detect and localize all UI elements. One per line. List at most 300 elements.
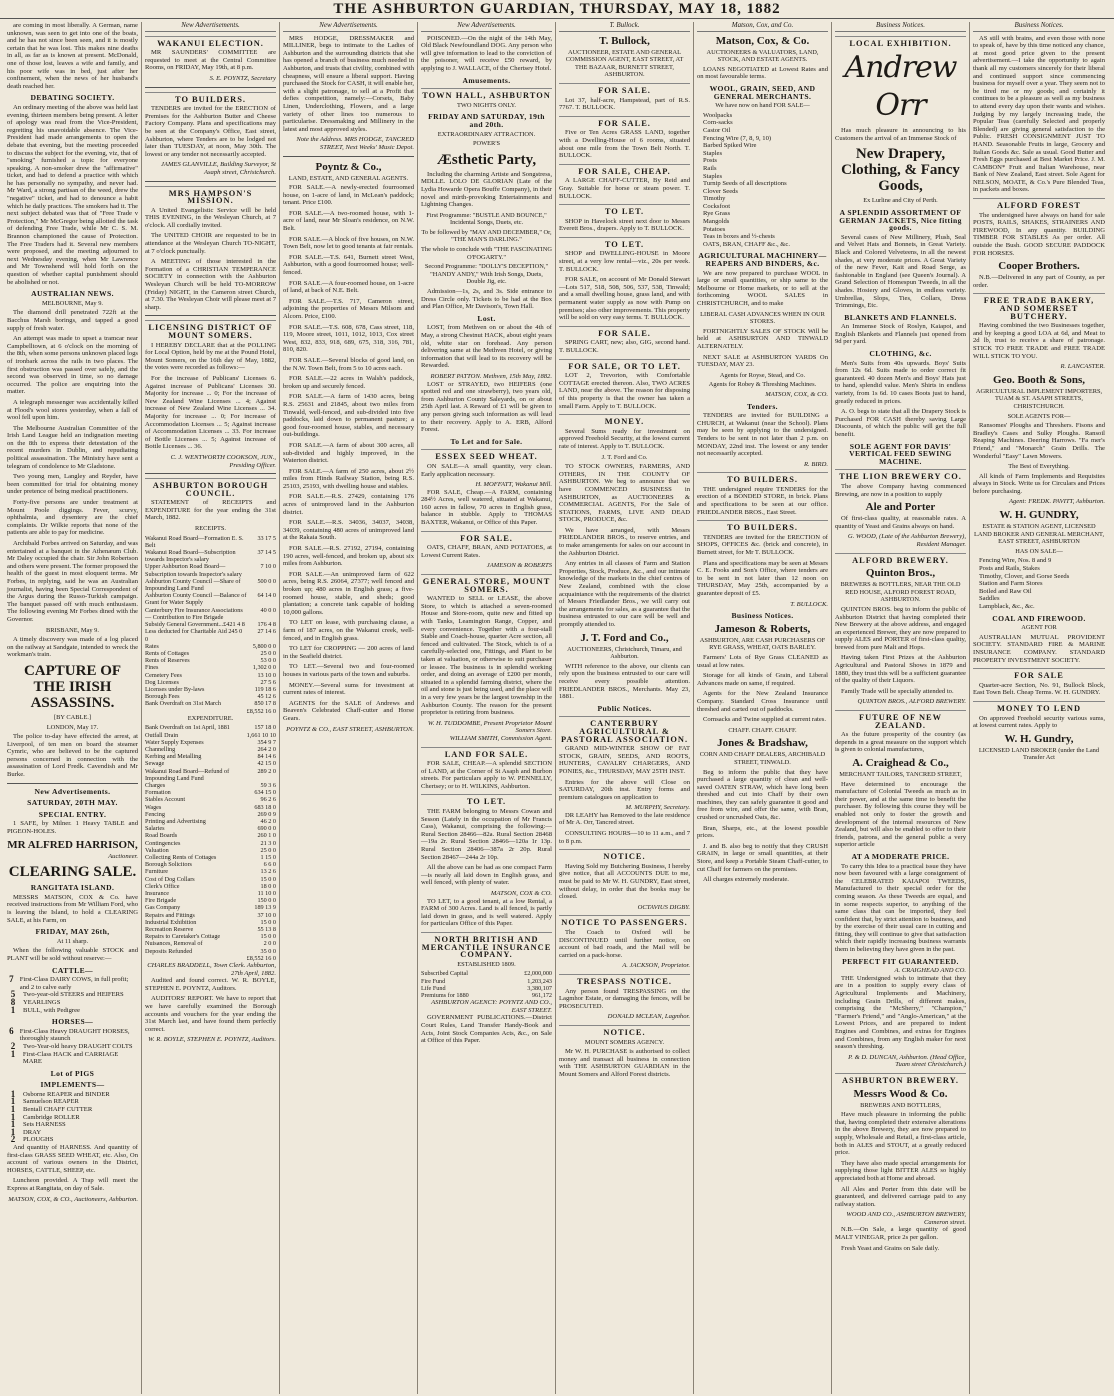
section-heading: AT A MODERATE PRICE. [851, 851, 950, 861]
paragraph: They have also made special arrangements for supplying those light BITTER ALES so highly appreciated both at Home and abroad. [835, 1159, 966, 1182]
subheading: AUCTIONEER, ESTATE AND GENERAL COMMISSION AGENT, EAST STREET, AT THE BAZAAR, BURNETT STREET, ASHBURTON. [565, 48, 684, 79]
paragraph: TENDERS are invited for the ERECTION of SHOPS, OFFICES &c. (brick and concrete), in Burnett street, for Mr T. BULLOCK. [697, 533, 828, 557]
paragraph: A. O. begs to state that all the Drapery Stock is Purchased FOR CASH thereby saving Large Discounts, of which the public will get the full benefit. [835, 408, 966, 438]
list-item: Fencing Wire (7, 8, 9, 10) [703, 134, 772, 142]
paragraph: FOR SALE.—A newly-erected fourroomed house, on 1-acre of land, in McLean's paddock; tenant. Price £100. [283, 184, 414, 207]
paragraph: LOST, from Methven on or about the 4th of May, a strong Chestnut HACK, about eight years old, white star on forehead. Any person delivering same at the Methven Hotel, or giving information that will lead to its recovery will be Rewarded. [421, 324, 552, 370]
signature-logo: Andrew Orr [844, 50, 957, 124]
lot-count: 1 [10, 1004, 16, 1015]
signature-line: S. E. POYNTZ, Secretary [209, 74, 276, 82]
firm-name: J. T. Ford and Co., [580, 631, 669, 644]
section-heading: WOOL, GRAIN, SEED, AND GENERAL MERCHANTS. [709, 83, 816, 101]
account-amount: 150 0 0 [257, 897, 276, 905]
paragraph: QUINTON BROS. beg to inform the public of Ashburton District that having completed their New Brewery at the above address, and engaged an experienced Brewer, they are now prepared to supply ALES and PORTER of first-class quality, brewed from pure Malt and Hops. [835, 605, 966, 651]
table-row [145, 876, 276, 883]
lot-item [7, 996, 138, 1007]
column-5 [556, 22, 694, 1394]
paragraph: Forty-five persons are under treatment at Mount Poole diggings. Fever, scurvy, ophthalmia, and dysentery are the chief complaints. Dr Wilkie reports that none of the patients are able to pay for medicine. [7, 499, 138, 537]
table-row [145, 861, 276, 868]
subheading: HAS ON SALE— [1015, 547, 1063, 555]
section-heading: DEBATING SOCIETY. [30, 93, 115, 103]
list-item: Timothy, Clover, and Gorse Seeds [979, 572, 1070, 580]
advert-title: TRESPASS NOTICE. [559, 974, 690, 986]
account-item: Road Boards [145, 832, 178, 840]
advert-title: GENERAL STORE, MOUNT SOMERS. [421, 574, 552, 593]
lot-count: 7 [9, 974, 14, 985]
table-row [145, 768, 276, 782]
section-heading: Amusements. [462, 75, 511, 85]
paragraph: FOR SALE.—T.S. 717, Cameron street, adjoining the properties of Messrs Milsom and Alcorn. Price, £100. [283, 297, 414, 320]
subheading: AUCTIONEERS & VALUATORS, LAND, STOCK, AND ESTATE AGENTS. [706, 48, 819, 64]
paragraph: TO STOCK OWNERS, FARMERS, AND OTHERS, IN THE COUNTY OF ASHBURTON. We beg to announce that we have COMMENCED BUSINESS in ASHBURTON, as AUCTIONEERS & COMMERCIAL AGENTS, For the Sale of STATIONS, FARMS, LIVE AND DEAD STOCK, PRODUCE, &c. [559, 463, 690, 524]
table-row [145, 760, 276, 767]
table-row [145, 796, 276, 803]
account-item: Stables Account [145, 796, 186, 804]
account-amount: 157 18 0 [254, 724, 276, 732]
paragraph: WITH reference to the above, our clients can rely upon the business entrusted to our care will receive every possible attention. FRIEDLANDER BROS., Merchants. May 23, 1881. [559, 662, 690, 701]
signature-line: R. LANCASTER. [1060, 363, 1105, 371]
column-heading: Business Notices. [835, 22, 966, 32]
table-row [421, 992, 552, 999]
paragraph: TO LET for CROPPING — 200 acres of land in the Seafield district. [283, 645, 414, 660]
table-row [145, 657, 276, 664]
list-item: Turnip Seeds of all descriptions [703, 180, 787, 188]
account-amount: 1,203,243 [527, 977, 552, 985]
lot-item [7, 1048, 138, 1066]
signature-line: MATSON, COX, & CO. [765, 390, 828, 398]
table-row [145, 643, 276, 650]
account-amount: 264 2 0 [257, 745, 276, 753]
paragraph: We are now prepared to purchase WOOL in large or small quantities, or ship same to the Melbourne or Home markets, or to sell at the forthcoming WOOL SALES in CHRISTCHURCH, and to make [697, 269, 828, 307]
table-row [145, 933, 276, 940]
paragraph: For the increase of Publicans' Licenses 6. Against increase of Publicans' Licenses 30. Majority for increase ... 0; For the increase of New Zealand Wine Licenses ... 4; Against increase of New Zealand Wine Licenses ... 34. Majority for increase ... 0; For increase of Accommodation Licenses ... 5; Against increase of Accommodation Licenses ... 33. For increase of Bottle Licenses ... 5; Against increase of Bottle Licenses ... 36. [145, 374, 276, 451]
advert-title: FOR SALE. [559, 116, 690, 128]
paragraph: Having Sold my Butchering Business, I hereby give notice, that all ACCOUNTS DUE to me, must be paid to Mr W. H. GUNDRY, East street, without delay, in order that the books may be closed. [559, 862, 690, 901]
paragraph: Any entries in all classes of Farm and Station Properties, Stock, Produce, &c., and our intimate knowledge of the markets in the chief centres of New Zealand, combined with the close acquaintance with the requirements of the district of Messrs Friedlander Bros., we will carry out the arrangements for sales, as a guarantee that the business entrusted to our care will be well and promptly attended to. [559, 560, 690, 628]
column-heading: Business Notices. [973, 22, 1105, 32]
account-amount: 64 14 0 [257, 592, 276, 600]
paragraph: FOR SALE.—An unimproved farm of 622 acres, being R.S. 26064, 27377; well fenced and broken up; 480 acres in English grass; a five-roomed house, stable, and sheds; good plantation; a concrete tank capable of holding 10,000 gallons. [283, 570, 414, 616]
paragraph: FOR SALE, CHEAP.—A splendid SECTION of LAND, at the Corner of St Asaph and Burbon streets. For particulars apply to W. PENNELLY, Chertsey; or to H. WILKINS, Ashburton. [421, 760, 552, 790]
account-amount: 25 0 0 [260, 649, 276, 657]
list-item: Timothy [703, 195, 726, 203]
paragraph: FOR SALE.—A farm of 1430 acres, being R.S. 25631 and 21845, about two miles from Tinwald, well-fenced, and sub-divided into five paddocks, laid down to permanent pasture; a good four-roomed house, stables, and necessary out-buildings. [283, 393, 414, 439]
account-amount: 690 0 0 [257, 825, 276, 833]
paragraph: Have much pleasure in informing the public that, having completed their extensive alterations in the above Brewery, they are now prepared to supply, Wholesale and Retail, a first-class article, both in ALES and STOUT, at a greatly reduced price. [835, 1111, 966, 1157]
section-heading: Business Notices. [731, 611, 794, 621]
section-heading: To Let and for Sale. [450, 436, 523, 446]
signature-line: A. JACKSON, Proprietor. [622, 962, 690, 970]
account-amount: 42 15 0 [257, 760, 276, 768]
lot-item [7, 1004, 138, 1015]
paragraph: An ordinary meeting of the above was held last evening, thirteen members being present. A letter of apology was read from the Vice-President, regretting his unavoidable absence. The Vice-President had made arrangements to open the debate that evening, but the meeting proceeded to discuss the subject for the evening, viz, that of "smoking" furnished a topic for everyone speaking. A non-smoker drew the "affirmative" ticket, and had to defend a practice with which he has personally no sympathy, and never had. Mr Ward, a strong partisan of the weed, drew the "negative" ticket, and had to denounce a habit which he daily practices. The smokers had it. The next subject debated was that of "Free Trade v Protection," Mr McGregor being allotted the task of defending Free Trade, while Mr C. S. M. Brannon championed the cause of Protection. The Free Traders had it. Several new members were proposed, and the meeting adjourned to next Wednesday evening, when Mr Lawrence and Mr Townshend will hold forth on the question of whether capital punishment should be abolished or not. [7, 103, 138, 286]
paragraph: Entries for the above will Close on SATURDAY, 20th inst. Entry forms and premium catalogues on application to [559, 778, 690, 801]
paragraph: Of first-class quality, at reasonable rates. A quantity of Yeast and Grains always on hand. [835, 515, 966, 530]
signature-line: ASHBURTON AGENCY: POYNTZ AND CO., EAST STREET. [431, 999, 552, 1014]
signature-line: JAMESON & ROBERTS [486, 562, 552, 570]
list-item: Saddles [979, 595, 1000, 603]
list-item: Potatoes [703, 225, 726, 233]
signature-line: G. WOOD, (Late of the Ashburton Brewery), Resident Manager. [847, 533, 966, 548]
list-item: Fencing Wire, Nos. 8 and 9 [979, 557, 1052, 565]
advert-title: NOTICE. [559, 1025, 690, 1037]
lot-description: YEARLINGS [23, 998, 61, 1006]
paragraph: A telegraph messenger was accidentally killed at Flood's wool stores yesterday, when a fall of wool fell upon him. [7, 398, 138, 422]
lot-description: First-Class Heavy DRAUGHT HORSES, thoroughly staunch [19, 1027, 130, 1043]
paragraph: TO LET.—Several two and four-roomed houses in various parts of the town and suburbs. [283, 663, 414, 678]
advert-title: FOR SALE. [421, 531, 552, 543]
account-item: Less deducted for Charitable Aid 245 0 0 [145, 628, 243, 643]
subheading: TWO NIGHTS ONLY. [456, 101, 517, 109]
lot-count: 6 [9, 1025, 14, 1036]
account-amount: 7 10 0 [260, 563, 276, 571]
account-item: Kerbing and Metalling [145, 753, 202, 761]
paragraph: ON SALE—A small quantity, very clean. Early application necessary. [421, 462, 552, 478]
table-row [145, 789, 276, 796]
table-row [145, 919, 276, 926]
firm-name: Jones & Bradshaw, [717, 737, 808, 750]
paragraph: All Ales and Porter from this date will be guaranteed, and delivered carriage paid to any railway station. [835, 1185, 966, 1208]
account-amount: 45 12 6 [257, 693, 276, 701]
account-item: Deposits Refunded [145, 947, 193, 955]
item-list [697, 112, 828, 249]
account-item: Channelling [145, 745, 176, 753]
account-item: Printing and Advertising [145, 817, 206, 825]
column-2 [142, 22, 280, 1394]
paragraph: When the following valuable STOCK and PLANT will be sold without reserve:— [7, 947, 138, 962]
subheading: EXPENDITURE. [187, 714, 234, 722]
account-amount: 27 5 6 [260, 678, 276, 686]
columns-container [4, 22, 1110, 1394]
paragraph: Any person found TRESPASSING on the Lagmhor Estate, or damaging the fences, will be PROSECUTED. [559, 987, 690, 1010]
paragraph: Ransomes' Ploughs and Threshers. Fisons and Bradley's Cases and Sulky Ploughs. Ransoil Reaping Machines. Deering Harrows. "Fa mer's Friend," and "Monarch" Grain Drills. The Wonderful "Easy" Lawn Mowers. [973, 422, 1105, 460]
account-item: Clerk's Office [145, 882, 180, 890]
paragraph: TO LET on lease, with purchasing clause, a farm of 187 acres, on the Wakanui creek, well-fenced, and in English grass. [283, 619, 414, 642]
advert-title: THE LION BREWERY CO. [835, 469, 966, 481]
account-amount: 33 17 5 [257, 534, 276, 542]
lot-item [7, 1111, 138, 1122]
account-item: Borough Fees [145, 693, 180, 701]
lot-count: 8 [10, 996, 16, 1007]
lot-item [7, 991, 138, 999]
paragraph: Farmers' Lots of Rye Grass CLEANED as usual at low rates. [697, 653, 828, 669]
paragraph: FOR SALE.—Several blocks of good land, on the N.W. Town Belt, from 5 to 10 acres each. [283, 356, 414, 372]
paragraph: Storage for all kinds of Grain, and Liberal Advances made on same, if required. [697, 672, 828, 687]
section-heading: A SPLENDID ASSORTMENT OF GERMAN JACKETS, Nice fitting goods. [839, 207, 962, 233]
column-heading: T. Bullock. [559, 22, 690, 32]
lot-count: 1 [10, 1119, 16, 1130]
paragraph: OATS, CHAFF, BRAN, AND POTATOES, at Lowest Current Rates. [421, 544, 552, 559]
advert-title: ESSEX SEED WHEAT. [421, 449, 552, 461]
table-row [145, 679, 276, 686]
account-amount: 37 14 5 [257, 549, 276, 557]
advert-title: ASHBURTON BOROUGH COUNCIL. [145, 478, 276, 497]
advert-title: MONEY. [559, 414, 690, 426]
advert-title: NOTICE. [559, 849, 690, 861]
subheading: BREWERS AND BOTTLERS, [860, 1101, 941, 1109]
account-item: Gas Company [145, 904, 181, 912]
signature-line: POYNTZ & CO., EAST STREET, ASHBURTON. [286, 725, 414, 733]
account-item: Outfall Drain [145, 731, 179, 739]
account-item: Fire Brigade [145, 897, 177, 905]
section-heading: SOLE AGENT FOR DAVIS' VERTICAL FEED SEWING MACHINE. [849, 441, 952, 466]
signature-line: JAMES GLANVILLE, Building Surveyor, St Asaph street, Christchurch. [160, 161, 276, 176]
paragraph: TENDERS are invited for the ERECTION of Premises for the Ashburton Butter and Cheese Factory Company. Plans and specifications may be seen at the Company's Office, East street, Ashburton, where Tenders are to be lodged not later than TUESDAY, at noon, May 30th. The lowest or any tender not necessarily accepted. [145, 105, 276, 158]
firm-heading: Cooper Brothers. [998, 260, 1080, 273]
firm-name: W. H. GUNDRY, [999, 509, 1079, 522]
section-heading: HORSES— [51, 1017, 94, 1027]
lot-item [7, 1121, 138, 1129]
section-heading: AUSTRALIAN NEWS. [31, 289, 114, 299]
account-amount: 1,302 0 0 [252, 664, 276, 672]
subheading: We have now on hand FOR SALE— [715, 102, 810, 110]
paragraph: FOR SALE.—R.S. 34036, 34037, 34038, 34039, containing 480 acres of unimproved land at the Rakaia South. [283, 519, 414, 542]
firm-name: Poyntz & Co., [315, 160, 382, 173]
firm-name: Messrs Wood & Co. [853, 1087, 948, 1100]
subheading: RECEIPTS. [194, 525, 227, 533]
paragraph: All kinds of Farm Implements and Requisites always in Stock. Write us for Circulars and Prices before purchasing. [973, 472, 1105, 495]
subheading: ASHBURTON, ARE CASH PURCHASERS OF RYE GRASS, WHEAT, OATS BARLEY. [699, 636, 826, 652]
account-item: Borough Solicitors [145, 861, 192, 869]
firm-heading: MR ALFRED HARRISON, [7, 838, 138, 851]
table-row [421, 978, 552, 985]
signature-line: W. R. BOYLE, STEPHEN E. POYNTZ, Auditors. [148, 1036, 276, 1044]
account-item: Licenses under By-laws [145, 685, 205, 693]
lot-item [7, 1098, 138, 1106]
paragraph: FOR SALE.—A two-roomed house, with 1-acre of land, near Mr Sloan's residence, on N.W. Belt. [283, 209, 414, 233]
section-heading: SATURDAY, 20TH MAY. [27, 798, 118, 808]
table-row [145, 840, 276, 847]
list-item: Lampblack, &c., &c. [979, 603, 1035, 610]
section-heading: RANGITATA ISLAND. [30, 883, 115, 893]
accounts-table [145, 535, 276, 715]
paragraph: FOR SALE.—A four-roomed house, on 1-acre of land, at back of N.E. Belt. [283, 279, 414, 295]
subheading: CHAFF. CHAFF. CHAFF. [728, 726, 797, 734]
paragraph: Several Sums ready for investment on approved Freehold Security, at the lowest current rate of interest. Apply to T. BULLOCK. [559, 427, 690, 450]
subheading: AUCTIONEERS, Christchurch, Timaru, and Ashburton. [567, 645, 682, 661]
list-item: Staples [703, 149, 723, 157]
account-item: Rents of Reserves [145, 657, 190, 665]
table-row [145, 753, 276, 760]
signature-line: WILLIAM SMITH, Commission Agent. [449, 734, 552, 742]
account-item: Insurance [145, 890, 170, 897]
list-item: Barbed Spiked Wire [703, 142, 757, 150]
lot-item [7, 1040, 138, 1051]
account-amount: 25 0 0 [260, 846, 276, 854]
account-item: Valuation [145, 846, 169, 854]
list-item: Posts and Rails, Stakes [979, 565, 1040, 573]
paragraph: Bran, Sharps, etc., at the lowest possible prices. [697, 824, 828, 840]
account-item: Life Fund [421, 984, 446, 992]
section-heading: New Advertisements. [34, 786, 111, 796]
table-row [145, 739, 276, 746]
paragraph: The UNITED CHOIR are requested to be in attendance at the Wesleyan Church TO-NIGHT, at 7 o'clock punctually. [145, 232, 276, 255]
account-item: Collecting Rents of Cottages [145, 853, 217, 861]
paragraph: N.B.—Delivered in any part of County, as per order. [973, 274, 1105, 289]
account-amount: 260 1 0 [257, 832, 276, 840]
signature-line: MATSON, COX & CO. [490, 890, 552, 897]
headline: CLEARING SALE. [8, 864, 137, 881]
list-item: Boiled and Raw Oil [979, 587, 1032, 595]
advert-title: FOR SALE. [559, 326, 690, 338]
table-row [145, 607, 276, 621]
subheading: MELBOURNE, May 9. [41, 299, 104, 307]
subheading: LAND, ESTATE, AND GENERAL AGENTS. [288, 174, 409, 182]
paragraph: FOR SALE.—A block of five houses, on N.W. Town Belt, now let to good tenants at fair rentals. [283, 235, 414, 251]
subheading: Agents for Royse, Stead, and Co. [719, 371, 806, 379]
list-item: Teas in boxes and ½-chests [703, 233, 775, 241]
headline: CAPTURE OF THE IRISH ASSASSINS. [23, 662, 122, 711]
firm-heading: Ale and Porter [865, 501, 936, 514]
accounts-table [145, 724, 276, 962]
account-item: Ashburton County Council —Share of Impounding Land Fund [145, 577, 241, 593]
signature-line: P. & D. DUNCAN, Ashburton. (Head Office, Tuam street Christchurch.) [848, 1053, 966, 1069]
paragraph: A MEETING of those interested in the Formation of a CHRISTIAN TEMPERANCE SOCIETY in connection with the Ashburton Wesleyan Church will be held TO-MORROW (Friday) NIGHT, in the Cameron street Church, at 7.30. The Wesleyan Choir will please meet at 7 sharp. [145, 258, 276, 311]
lot-count: 1 [10, 1048, 16, 1059]
paragraph: Lot 37, half-acre, Hampstead, part of R.S. 7767. T. BULLOCK. [559, 96, 690, 112]
column-4 [418, 22, 556, 1394]
paragraph: Beg to inform the public that they have purchased a large quantity of clean and well-saved OATEN STRAW, which have long been threshed and cut into Chaff by their own machines, they can safely guarantee it good and free from wire, and offer the same, with Bran, crushed or uncrushed Oats, &c. [697, 768, 828, 822]
advert-title: TO BUILDERS. [697, 472, 828, 484]
firm-name: Jameson & Roberts, [714, 622, 811, 635]
lot-description: BULL, with Pedigree [23, 1006, 80, 1014]
section-heading: FRIDAY AND SATURDAY, 19th and 20th. [428, 112, 545, 129]
list-item: OATS, BRAN, CHAFF &c., &c. [703, 240, 791, 248]
account-item: Sewage [145, 760, 165, 768]
signature-line: DONALD MCLEAN, Lagmhor. [607, 1013, 690, 1021]
table-row [145, 948, 276, 955]
paragraph: NEXT SALE at ASHBURTON YARDS On TUESDAY, MAY 23. [697, 353, 828, 369]
account-item [145, 708, 247, 715]
section-heading: Lost. [477, 313, 496, 323]
subheading: SOLE AGENTS FOR— [1007, 412, 1071, 420]
table-row [145, 549, 276, 563]
table-row [145, 854, 276, 861]
paragraph: Mr W. H. PURCHASE is authorised to collect money and transact all business in connection with THE ASHBURTON GUARDIAN in the Mount Somers and Alford Forest districts. [559, 1048, 690, 1078]
account-amount: 189 13 9 [254, 904, 276, 912]
account-amount: 500 0 0 [257, 577, 276, 585]
lot-count: 1 [10, 1104, 16, 1115]
table-row [145, 897, 276, 904]
column-heading: New Advertisements. [145, 22, 276, 32]
table-row [145, 700, 276, 707]
paragraph: THE FARM belonging to Messrs Cowan and Sesson (Lately in the occupation of Mr Francis Cass), Wakanui, comprising the following:— Rural Section 28466—82a. Rural Section 28468—19a 2r. Rural Section 28466—120a 1r 13p. Rural Section 28406—387a 2r 20p. Rural Section 28467—244a 2r 10p. [421, 808, 552, 861]
signature-line: T. BULLOCK. [790, 600, 828, 608]
advert-title: WAKANUI ELECTION. [145, 36, 276, 48]
advert-title: ALFORD FOREST [973, 198, 1105, 210]
account-item: Bank Overdraft on 31st March [145, 700, 221, 708]
subheading: Ex Lurline and City of Perth. [863, 197, 938, 205]
paragraph: FOR SALE.—A farm of 250 acres, about 2½ miles from Hinds Railway Station, being R.S. 25103, 25193, with dwelling house and stables. [283, 467, 414, 490]
account-amount: 1,661 10 10 [246, 731, 276, 739]
section-heading: Lot of PIGS [50, 1068, 95, 1078]
account-item: Subscribed Capital [421, 970, 468, 978]
lot-count: 1 [10, 1126, 16, 1137]
subheading: BRISBANE, May 9. [46, 626, 99, 634]
paragraph: All the above can be had as one compact Farm—is nearly all laid down in English grass, and well fenced, with plenty of water. [421, 864, 552, 887]
paragraph: STATEMENT of RECEIPTS and EXPENDITURE for the year ending the 31st March, 1882. [145, 499, 276, 522]
paragraph: The police to-day have effected the arrest, at Liverpool, of ten men on board the steamer Cymric, who are believed to be the captured persons concerned in connection with the assassination of Lord Fredk. Cavendish and Mr Burke. [7, 733, 138, 779]
paragraph: Having taken First Prizes at the Ashburton Agricultural and Pastoral Shows in 1879 and 1880, they trust this will be a sufficient guarantee of the quality of their Liquors. [835, 654, 966, 685]
advert-title: TO BUILDERS. [145, 92, 276, 104]
subheading: ESTABLISHED 1809. [457, 960, 516, 968]
advert-title: ALFORD BREWERY. [835, 553, 966, 565]
lot-item [7, 1106, 138, 1114]
account-amount: 5,800 0 0 [252, 642, 276, 650]
subheading: LICENSED LAND BROKER (under the Land Transfer Act [978, 746, 1100, 762]
paragraph: Admission—1s, 2s, and 3s. Side entrance to Dress Circle only. Tickets to be had at the Box and Plan Office, Mr Davison's, Town Hall. [421, 288, 552, 311]
advert-title: FREE TRADE BAKERY, AND SOMERSET BUTCHERY. [973, 293, 1105, 320]
subheading: ESTATE & STATION AGENT, LICENSED LAND BROKER AND GENERAL MERCHANT, EAST STREET, ASHBURTON [973, 523, 1105, 546]
lot-count: 2 [10, 1040, 16, 1051]
table-row [145, 926, 276, 933]
lot-description: PLOUGHS [23, 1136, 54, 1144]
paragraph: SPRING CART, new; also, GIG, second hand. T. BULLOCK. [559, 339, 690, 354]
accounts-table [421, 970, 552, 999]
paragraph: FOR SALE.—T.S. 608, 678, Cass street, 118, 119, Moore street, 1011, 1012, 1013, Cox street West, 832, 833, 918, 689, 675, 318, 316, 781, 810, 820. [283, 323, 414, 354]
account-amount: 27 14 6 [257, 628, 276, 636]
account-amount: 40 0 0 [260, 606, 276, 614]
advert-title: TO LET. [421, 794, 552, 806]
paragraph: On approved Freehold security various sums, at lowest current rates. Apply to [973, 714, 1105, 730]
signature-line: M. MURPHY, Secretary. [625, 804, 690, 812]
account-item: Charges [145, 781, 166, 789]
account-item: Contingencies [145, 839, 181, 847]
signature-line: A. CRAIGHEAD AND CO. [894, 967, 966, 975]
account-amount: 176 4 8 [257, 621, 276, 629]
paragraph: FOR SALE.—T.S. 641, Burnett street West, Ashburton, with a good fourroomed house; well-fenced. [283, 253, 414, 277]
headline: Æsthetic Party, [436, 151, 537, 168]
subheading: CORN AND CHAFF DEALERS, ARCHIBALD STREET, TINWALD. [699, 751, 826, 766]
account-amount: 2 0 0 [263, 940, 276, 948]
divider [145, 87, 276, 88]
signature-line: H. MOFFATT, Wakanui Mill. [475, 481, 552, 489]
list-item: Clover Seeds [703, 187, 738, 195]
advert-title: LICENSING DISTRICT OF MOUNT SOMERS. [145, 320, 276, 339]
account-item: Wakanui Road Board—Formation E. S. Belt [145, 534, 244, 549]
paragraph: J. and B. also beg to notify that they CRUSH GRAIN, in large or small quantities, at their Store, and keep a Portable Steam Chaff-cutter, to cut Chaff for farmers on the premises. [697, 842, 828, 873]
subheading: [BY CABLE.] [53, 713, 92, 721]
account-amount: 3,380,107 [527, 984, 552, 992]
table-row [145, 672, 276, 679]
column-heading: New Advertisements. [421, 22, 552, 32]
paragraph: LOT 2, Trevorton, with Comfortable COTTAGE erected thereon. Also, TWO ACRES LAND, near the above. The reason for disposing of this property is that the owner has taken a small Farm. Apply to T. BULLOCK. [559, 372, 690, 410]
table-row [145, 811, 276, 818]
account-amount: 15 0 0 [260, 918, 276, 926]
lot-item [7, 1136, 138, 1144]
lot-description: First-Class HACK and CARRIAGE MARE [22, 1050, 119, 1066]
paragraph: Audited and found correct. W. R. BOYLE, STEPHEN E. POYNTZ, Auditors. [145, 977, 276, 992]
table-row [145, 732, 276, 739]
signature-line: CHARLES BRADDELL, Town Clerk. Ashburton, 27th April, 1882. [147, 962, 276, 977]
section-heading: IMPLEMENTS— [40, 1080, 105, 1090]
lot-count: 1 [10, 1096, 16, 1107]
account-item: Cost of Dog Collars [145, 875, 195, 883]
paragraph: FOR SALE.—R.S. 27192, 27194, containing 190 acres, well-fenced, and broken up, about six miles from Ashburton. [283, 545, 414, 568]
paragraph: FORTNIGHTLY SALES OF STOCK Will be held at ASHBURTON AND TINWALD ALTERNATELY. [697, 327, 828, 350]
subheading: MOUNT SOMERS AGENCY. [584, 1038, 665, 1046]
list-item: Rye Grass [703, 210, 731, 218]
table-row [145, 912, 276, 919]
paragraph: 1 SAFE, by Milner. 1 Heavy TABLE and PIGEON-HOLES. [7, 820, 138, 836]
paragraph: MESSRS MATSON, COX & Co. have received instructions from Mr William Ford, who is leaving the Island, to hold a CLEARING SALE, at his Farm, on [7, 893, 138, 924]
column-6 [694, 22, 832, 1394]
firm-name: Matson, Cox, & Co. [715, 34, 810, 47]
advert-title: FOR SALE, CHEAP. [559, 164, 690, 176]
divider [283, 156, 414, 157]
section-heading: AGRICULTURAL MACHINERY—REAPERS AND BINDERS, &c. [698, 251, 827, 269]
paragraph: AGENTS for the SALE of Andrews and Beaven's Celebrated Chaff-cutter and Horse Gears. [283, 699, 414, 722]
